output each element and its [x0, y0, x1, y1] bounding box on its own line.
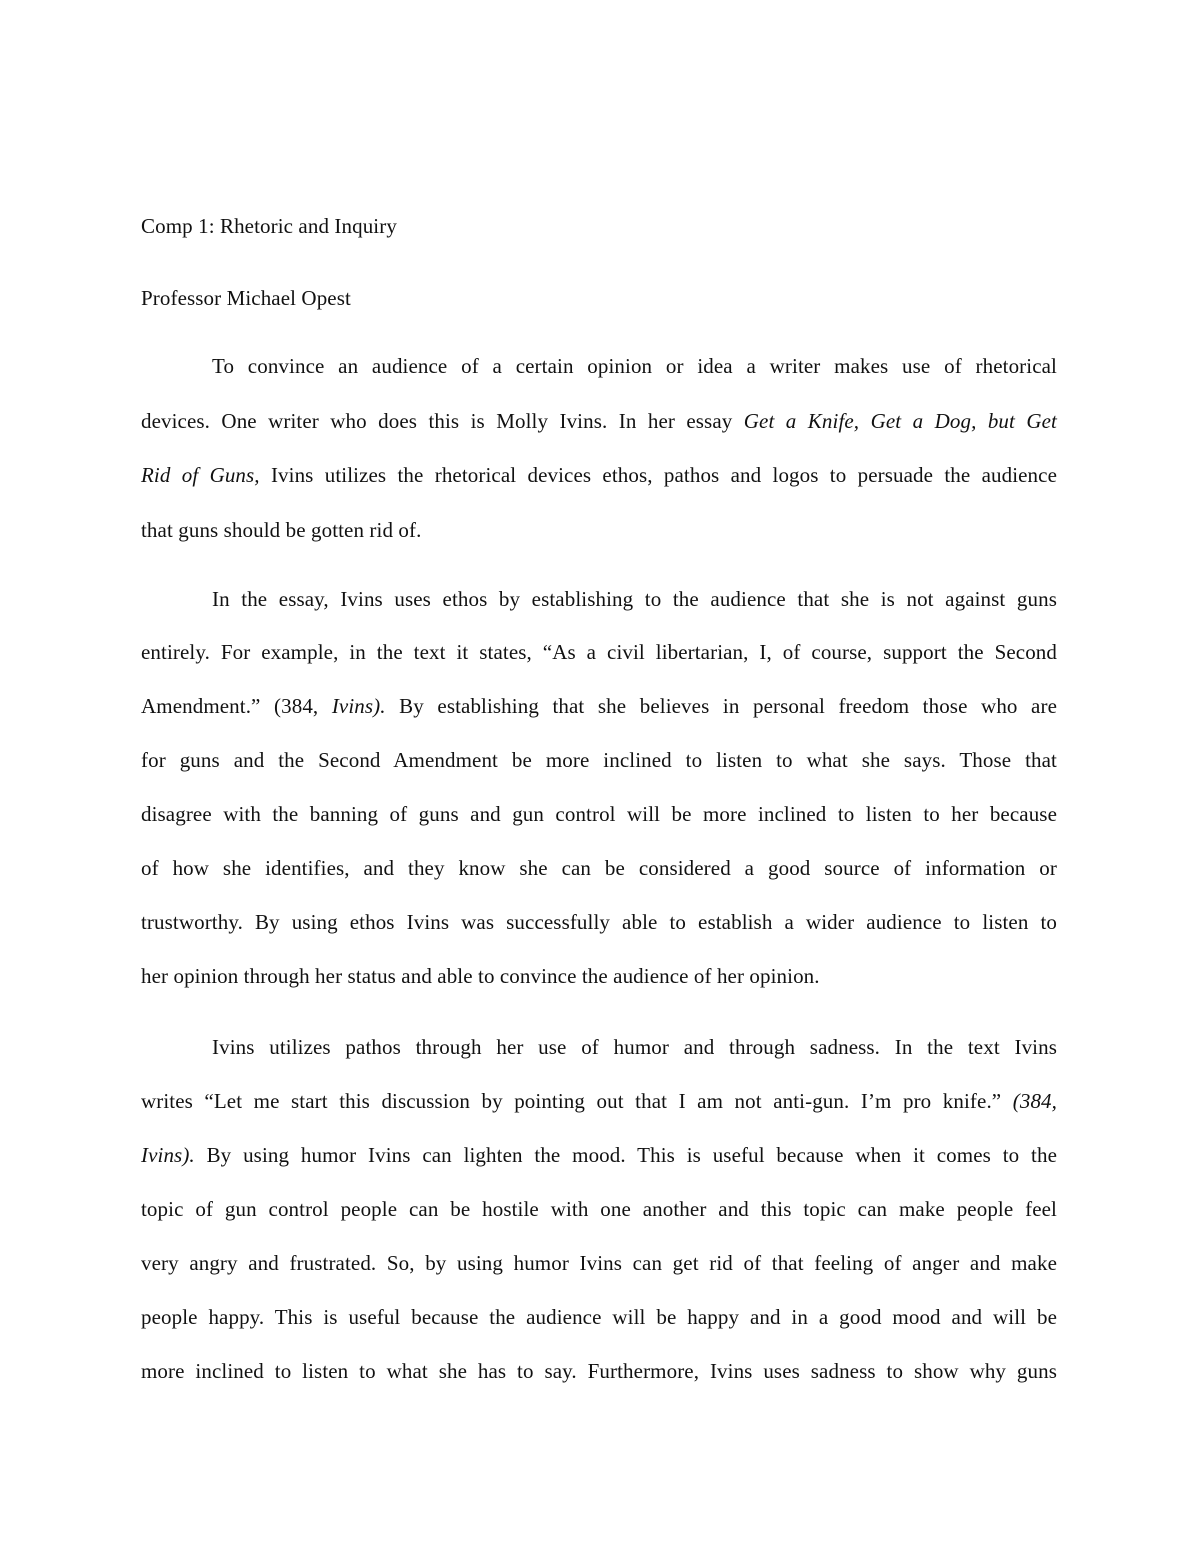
text-segment: for guns and the Second Amendment be more inclined to listen to what she says. Those that [141, 748, 1057, 772]
paragraph-2-line-3 [141, 692, 1057, 720]
paragraph-3-line-3 [141, 1141, 1057, 1169]
course-title: Comp 1: Rhetoric and Inquiry [141, 214, 397, 238]
text-segment: entirely. For example, in the text it states, “As a civil libertarian, I, of course, support the Second [141, 640, 1057, 664]
paragraph-2-line-6 [141, 854, 1057, 882]
text-segment: By establishing that she believes in personal freedom those who are [385, 694, 1057, 718]
italic-text-segment: Get a Knife, Get a Dog, but Get [743, 409, 1057, 433]
text-segment: writes “Let me start this discussion by pointing out that I am not anti-gun. I’m pro knife.” [141, 1089, 1013, 1113]
text-segment: devices. One writer who does this is Molly Ivins. In her essay [141, 409, 744, 433]
italic-text-segment: Ivins). [331, 694, 386, 718]
italic-text-segment: (384, [1012, 1089, 1057, 1113]
professor-name: Professor Michael Opest [141, 286, 351, 310]
paragraph-1-line-1 [212, 352, 1057, 380]
text-segment: To convince an audience of a certain opinion or idea a writer makes use of rhetorical [212, 354, 1057, 378]
paragraph-2-line-2 [141, 638, 1057, 666]
text-segment: Ivins utilizes the rhetorical devices ethos, pathos and logos to persuade the audience [259, 463, 1057, 487]
text-segment: that guns should be gotten rid of. [141, 518, 422, 542]
text-segment: Amendment.” (384, [141, 694, 332, 718]
paragraph-3-line-7 [141, 1357, 1057, 1385]
text-segment: In the essay, Ivins uses ethos by establishing to the audience that she is not against guns [212, 587, 1057, 611]
paragraph-2-line-1 [212, 585, 1057, 613]
text-segment: people happy. This is useful because the audience will be happy and in a good mood and will be [141, 1305, 1057, 1329]
paragraph-3-line-6 [141, 1303, 1057, 1331]
text-segment: By using humor Ivins can lighten the mood. This is useful because when it comes to the [194, 1143, 1057, 1167]
text-segment: more inclined to listen to what she has to say. Furthermore, Ivins uses sadness to show why guns [141, 1359, 1057, 1383]
text-segment: Ivins utilizes pathos through her use of humor and through sadness. In the text Ivins [212, 1035, 1057, 1059]
italic-text-segment: Rid of Guns, [141, 463, 260, 487]
text-segment: trustworthy. By using ethos Ivins was successfully able to establish a wider audience to listen to [141, 910, 1057, 934]
italic-text-segment: Ivins). [141, 1143, 195, 1167]
paragraph-1-line-3 [141, 461, 1057, 489]
paragraph-1-line-4 [141, 516, 421, 544]
text-segment: disagree with the banning of guns and gun control will be more inclined to listen to her because [141, 802, 1057, 826]
paragraph-3-line-2 [141, 1087, 1057, 1115]
paragraph-2-line-5 [141, 800, 1057, 828]
text-segment: very angry and frustrated. So, by using humor Ivins can get rid of that feeling of anger and make [141, 1251, 1057, 1275]
text-segment: her opinion through her status and able to convince the audience of her opinion. [141, 964, 820, 988]
text-segment: topic of gun control people can be hostile with one another and this topic can make people feel [141, 1197, 1057, 1221]
paragraph-3-line-5 [141, 1249, 1057, 1277]
paragraph-2-line-8 [141, 962, 820, 990]
paragraph-2-line-7 [141, 908, 1057, 936]
paragraph-2-line-4 [141, 746, 1057, 774]
text-segment: of how she identifies, and they know she can be considered a good source of information or [141, 856, 1057, 880]
paragraph-1-line-2 [141, 407, 1057, 435]
paragraph-3-line-4 [141, 1195, 1057, 1223]
paragraph-3-line-1 [212, 1033, 1057, 1061]
